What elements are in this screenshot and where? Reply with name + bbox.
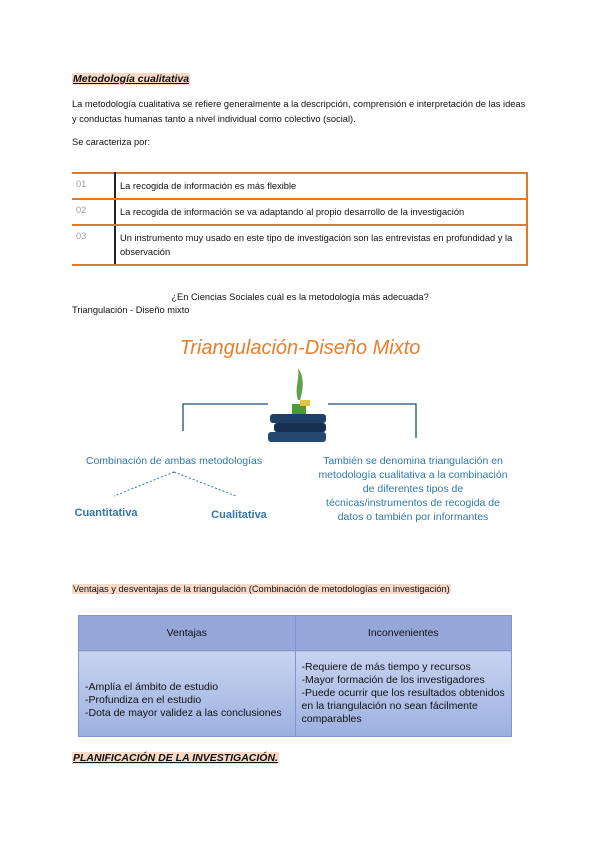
characteristic-row [72, 225, 527, 265]
inconvenientes-cell [295, 651, 512, 737]
left-label: Combinación de ambas metodologías [85, 455, 263, 467]
ventaja-item: -Amplía el ámbito de estudio [85, 681, 219, 693]
ventajas-cell [79, 651, 296, 737]
right-connector [328, 404, 416, 438]
inconveniente-item: -Puede ocurrir que los resultados obtenidos en la triangulación no sean fácilmente comparables [301, 687, 505, 725]
left-connector [183, 404, 268, 431]
row-number: 02 [72, 199, 115, 225]
right-line: metodología cualitativa a la combinación [318, 469, 508, 481]
row-text: La recogida de información es más flexible [115, 173, 527, 199]
header-ventajas: Ventajas [79, 616, 296, 651]
header-inconvenientes: Inconvenientes [295, 616, 512, 651]
cuantitativa-label: Cuantitativa [74, 507, 138, 519]
planificacion-heading: PLANIFICACIÓN DE LA INVESTIGACIÓN. [73, 752, 278, 764]
right-line: También se denomina triangulación en [323, 455, 503, 467]
right-line: datos o también por informantes [337, 511, 489, 523]
right-description [318, 455, 507, 523]
ventajas-title: Ventajas y desventajas de la triangulación (Combinación de metodologías en investigación) [73, 584, 450, 594]
row-number: 03 [72, 225, 115, 265]
ventajas-table [78, 615, 512, 737]
inconveniente-item: -Mayor formación de los investigadores [301, 674, 485, 686]
ventaja-item: -Profundiza en el estudio [85, 694, 202, 706]
right-line: técnicas/instrumentos de recogida de [326, 497, 500, 509]
methodology-question: ¿En Ciencias Sociales cuál es la metodología más adecuada? [171, 292, 429, 302]
row-number: 01 [72, 173, 115, 199]
right-line: de diferentes tipos de [362, 483, 464, 495]
row-text: Un instrumento muy usado en este tipo de investigación son las entrevistas en profundidad y la observación [115, 225, 527, 265]
characteristics-intro: Se caracteriza por: [72, 137, 151, 147]
ventaja-item: -Dota de mayor validez a las conclusiones [85, 707, 282, 719]
section-title: Metodología cualitativa [73, 73, 190, 85]
dotted-line-left [114, 472, 174, 496]
row-text: La recogida de información se va adaptando al propio desarrollo de la investigación [115, 199, 527, 225]
characteristics-table [72, 172, 528, 266]
triangulation-diagram [72, 326, 528, 536]
cualitativa-label: Cualitativa [211, 509, 267, 521]
intro-paragraph: La metodología cualitativa se refiere generalmente a la descripción, comprensión e interpretación de las ideas y conductas humanas tanto a nivel individual como colectivo (social). [72, 99, 526, 124]
triangulation-subtitle: Triangulación - Diseño mixto [72, 305, 190, 315]
dotted-line-right [174, 472, 236, 496]
diagram-title: Triangulación-Diseño Mixto [179, 337, 421, 359]
inconveniente-item: -Requiere de más tiempo y recursos [301, 661, 471, 673]
characteristic-row [72, 199, 527, 225]
books-plant-icon [268, 368, 326, 442]
characteristic-row [72, 173, 527, 199]
